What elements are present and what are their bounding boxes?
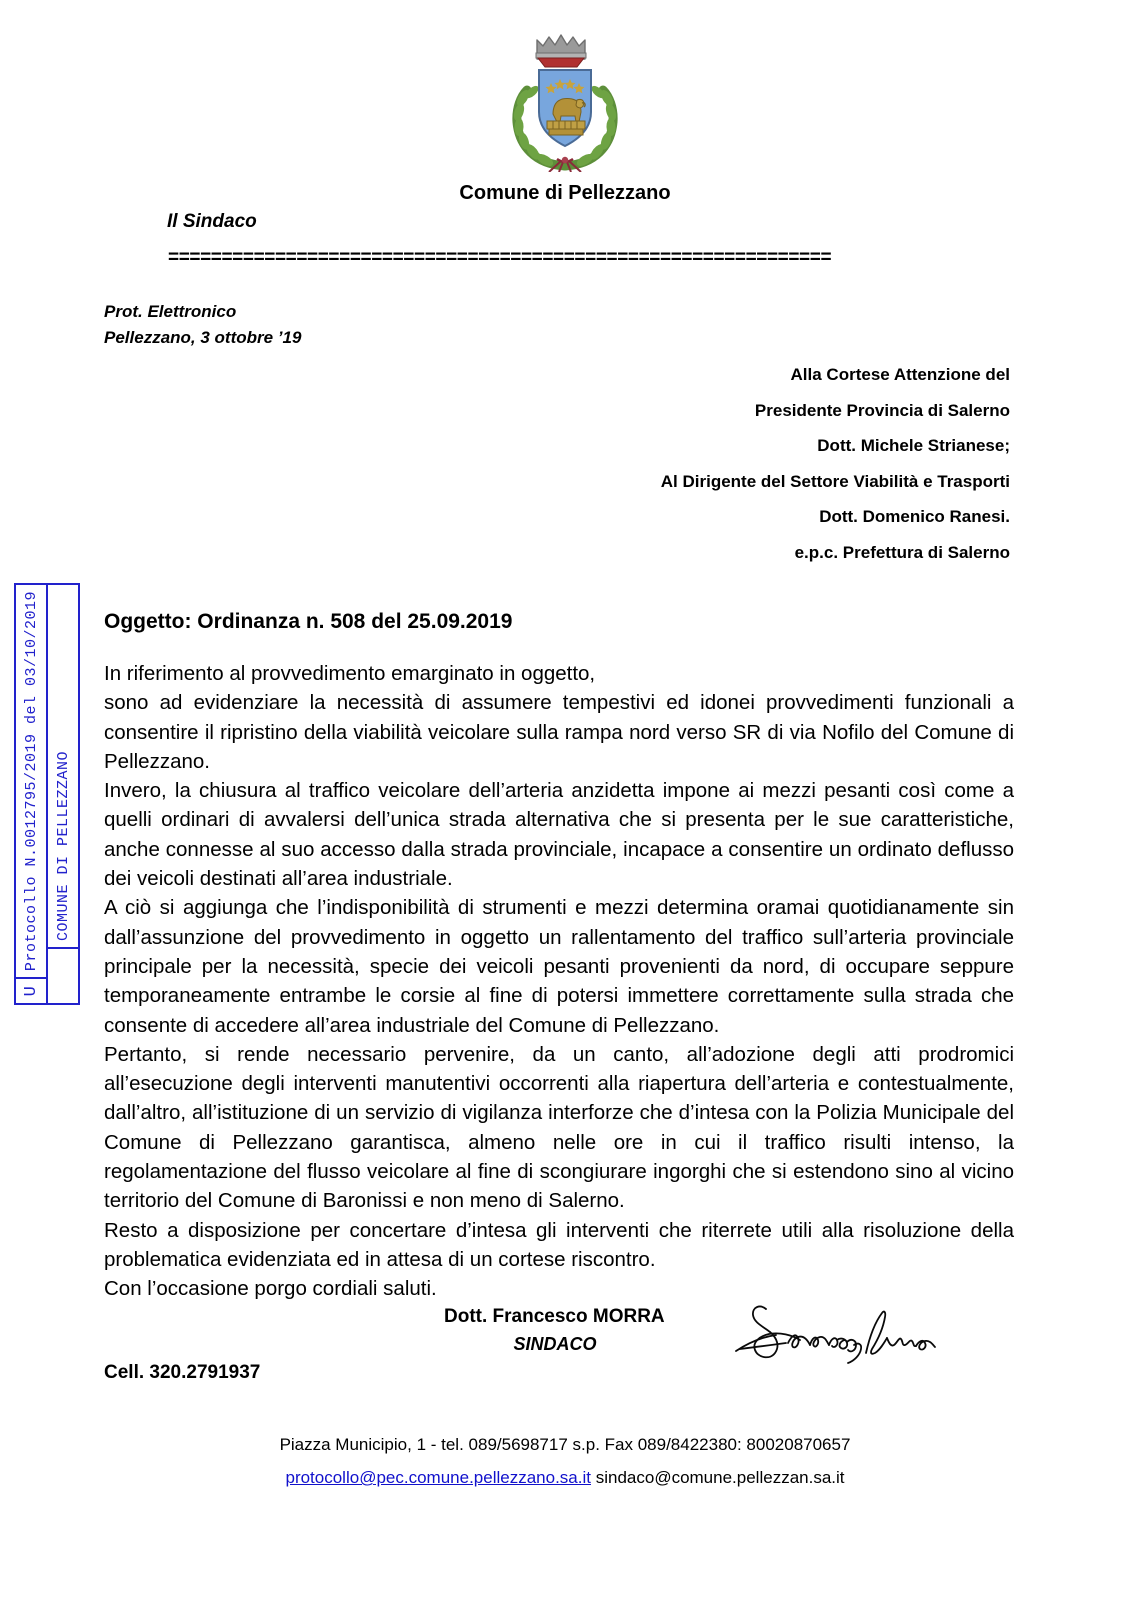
protocol-stamp-flag: U [16, 977, 46, 1003]
protocol-stamp-bottom-row [48, 585, 78, 1003]
header-separator: ============================================================== [168, 247, 832, 268]
protocol-stamp-entity: COMUNE DI PELLEZZANO [54, 750, 72, 941]
pec-email-link[interactable]: protocollo@pec.comune.pellezzano.sa.it [285, 1468, 591, 1487]
sindaco-email: sindaco@comune.pellezzan.sa.it [595, 1468, 845, 1487]
protocol-stamp-top-row [16, 585, 48, 1003]
protocol-stamp-number: Protocollo N.0012795/2019 del 03/10/2019 [22, 591, 40, 972]
letter-body [104, 659, 1014, 1304]
phone-number: Cell. 320.2791937 [104, 1362, 261, 1383]
protocol-stamp [14, 583, 80, 1005]
protocol-stamp-box [14, 583, 80, 1005]
letter-paragraph: Pertanto, si rende necessario pervenire, da un canto, all’adozione degli atti prodromici all’esecuzione degli interventi manutentivi occorrenti alla riapertura dell’arteria e contestualmente, dall’altro, all’istituzione di un servizio di vigilanza interforze che d’intesa con la Polizia Municipale del Comune di Pellezzano garantisca, almeno nelle ore in cui il traffico risulti intenso, la regolamentazione del flusso veicolare al fine di scongiurare ingorghi che si estendono sino al vicino territorio del Comune di Baronissi e non meno di Salerno. [104, 1042, 1014, 1213]
addressee-line: Presidente Provincia di Salerno [754, 400, 1010, 420]
coat-of-arms-container [0, 26, 1130, 172]
coat-of-arms-icon [505, 26, 625, 172]
place-date: Pellezzano, 3 ottobre ’19 [104, 328, 302, 347]
addressee-block [661, 357, 1010, 570]
addressee-line: e.p.c. Prefettura di Salerno [794, 542, 1010, 562]
letter-paragraph: Invero, la chiusura al traffico veicolare dell’arteria anzidetta impone ai mezzi pesanti così come a quelli ordinari di avvalersi dell’unica strada alternativa che si presenta per le sue caratteristiche, anche connesse al suo accesso dalla strada provinciale, incapace a consentire un ordinato deflusso dei veicoli destinati all’area industriale. [104, 779, 1014, 891]
footer-address: Piazza Municipio, 1 - tel. 089/5698717 s.p. Fax 089/8422380: 80020870657 [279, 1435, 851, 1454]
addressee-line: Dott. Domenico Ranesi. [819, 507, 1010, 526]
addressee-line: Al Dirigente del Settore Viabilità e Trasporti [660, 471, 1010, 491]
handwritten-signature-icon [730, 1295, 945, 1377]
protocol-stamp-spacer [48, 947, 78, 1003]
prot-electronic-label: Prot. Elettronico [104, 302, 237, 321]
letter-paragraph: Resto a disposizione per concertare d’intesa gli interventi che riterrete utili alla risoluzione della problematica evidenziata ed in attesa di un cortese riscontro. [104, 1218, 1014, 1271]
letter-paragraph: In riferimento al provvedimento emarginato in oggetto, [104, 662, 596, 685]
footer [0, 1428, 1130, 1494]
letter-paragraph: A ciò si aggiunga che l’indisponibilità di strumenti e mezzi determina oramai quotidianamente sin dall’assunzione del provvedimento in oggetto un rallentamento del traffico sull’arteria provinciale principale per la necessità, specie dei veicoli pesanti provenienti da nord, di occupare seppure temporaneamente entrambe le corsie al fine di potersi immettere correttamente sulla strada che consente di accedere all’area industriale del Comune di Pellezzano. [104, 896, 1014, 1037]
subject-line: Oggetto: Ordinanza n. 508 del 25.09.2019 [104, 610, 513, 633]
addressee-line: Alla Cortese Attenzione del [790, 365, 1010, 384]
signer-role: SINDACO [513, 1334, 597, 1354]
protocol-date-block [104, 299, 301, 351]
page-title: Comune di Pellezzano [459, 182, 671, 204]
letter-paragraph: sono ad evidenziare la necessità di assumere tempestivi ed idonei provvedimenti funzionali a consentire il ripristino della viabilità veicolare sulla rampa nord verso SR di via Nofilo del Comune di Pellezzano. [104, 691, 1014, 773]
addressee-line: Dott. Michele Strianese; [817, 436, 1010, 455]
footer-emails [0, 1461, 1130, 1494]
letter-paragraph: Con l’occasione porgo cordiali saluti. [104, 1277, 437, 1301]
role-subtitle: Il Sindaco [167, 211, 257, 232]
signer-name: Dott. Francesco MORRA [444, 1306, 665, 1327]
